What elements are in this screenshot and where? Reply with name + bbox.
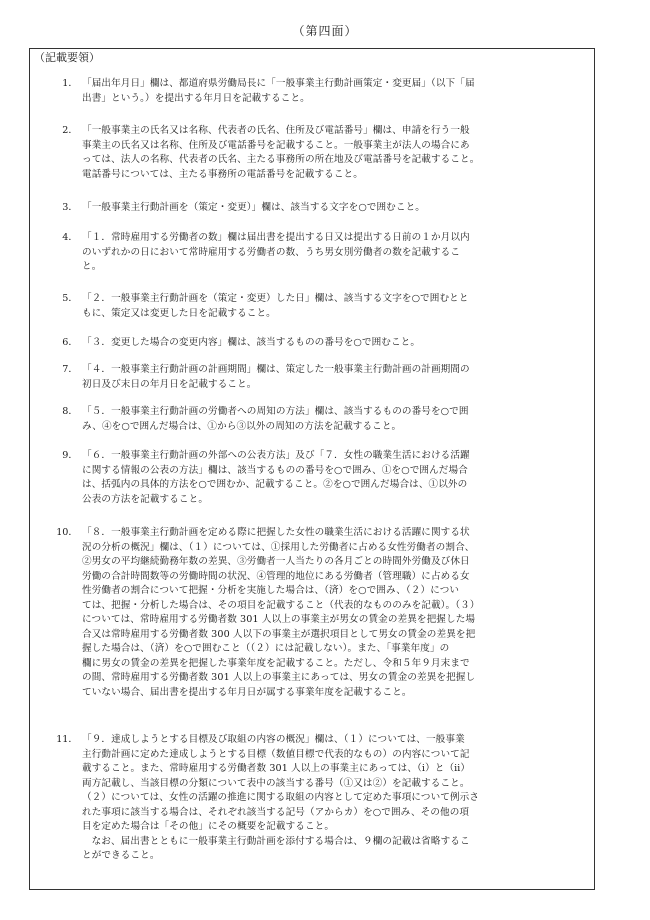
item-line: の間、常時雇用する労働者数 301 人以上の事業主にあっては、男女の賃金の差異を把握し [82, 672, 476, 683]
item-line: 初日及び末日の年月日を記載すること。 [82, 378, 257, 390]
item-line: み、④を○で囲んだ場合は、①から③以外の周知の方法を記載すること。 [82, 420, 402, 432]
item-line: （２）については、女性の活躍の推進に関する取組の内容として定めた事項について例示さ [82, 792, 480, 803]
item-line: 主行動計画に定めた達成しようとする目標（数値目標で代表的なもの）の内容について記 [82, 748, 470, 760]
item-number: 9． [62, 450, 78, 461]
item-line: 欄に男女の賃金の差異を把握した事業年度を記載すること。ただし、令和５年９月末まで [82, 657, 470, 669]
item-line: 性労働者の割合について把握・分析を実施した場合は、（済）を○で囲み、（２）につい [82, 585, 460, 596]
item-line: は、括弧内の具体的方法を○で囲むか、記載すること。②を○で囲んだ場合は、①以外の [82, 479, 468, 490]
item-line: ②男女の平均継続勤務年数の差異、③労働者一人当たりの各月ごとの時間外労働及び休日 [82, 556, 470, 567]
item-line: 「１．常時雇用する労働者の数」欄は届出書を提出する日又は提出する日前の１か月以内 [82, 232, 470, 243]
item-line: 「２．一般事業主行動計画を（策定・変更）した日」欄は、該当する文字を○で囲むとと [82, 293, 469, 304]
item-line: については、常時雇用する労働者数 301 人以上の事業主が男女の賃金の差異を把握した場 [82, 614, 476, 625]
item-line: 握した場合は、（済）を○で囲むこと（（２）には記載しない）。また、「事業年度」の [82, 643, 450, 654]
item-line: に関する情報の公表の方法」欄は、該当するものの番号を○で囲み、①を○で囲んだ場合 [82, 464, 468, 476]
item-line: 事業主の氏名又は名称、住所及び電話番号を記載すること。一般事業主が法人の場合にあ [82, 139, 470, 151]
note-line: とができること。 [82, 850, 160, 861]
item-line: 公表の方法を記載すること。 [82, 493, 209, 505]
item-text [82, 526, 584, 700]
item-number: 6． [62, 337, 78, 348]
item-number: 7． [62, 364, 78, 375]
item-text [82, 77, 584, 106]
item-text [82, 405, 584, 434]
item-line: ていない場合、届出書を提出する年月日が属する事業年度を記載すること。 [82, 686, 412, 698]
section-title: （記載要領） [34, 51, 100, 64]
item-line: 況の分析の概況」欄は、（１）については、①採用した労働者に占める女性労働者の割合、 [82, 541, 475, 553]
item-number: 10． [56, 527, 78, 538]
item-text [82, 231, 584, 275]
item-line: っては、法人の名称、代表者の氏名、主たる事務所の所在地及び電話番号を記載すること。 [82, 154, 480, 165]
item-number: 3． [62, 202, 78, 213]
item-line: 出書」という。）を提出する年月日を記載すること。 [82, 92, 310, 104]
item-line: と。 [82, 261, 102, 272]
item-text [82, 733, 584, 864]
item-line: 「５．一般事業主行動計画の労働者への周知の方法」欄は、該当するものの番号を○で囲 [82, 406, 469, 417]
item-number: 11． [56, 734, 78, 745]
item-line: 「届出年月日」欄は、都道府県労働局長に「一般事業主行動計画策定・変更届」（以下「届 [82, 78, 475, 89]
item-number: 5． [62, 293, 78, 304]
item-number: 4． [62, 232, 78, 243]
item-text [82, 336, 584, 351]
item-line: 「４．一般事業主行動計画の計画期間」欄は、策定した一般事業主行動計画の計画期間の [82, 364, 470, 375]
item-line: 「一般事業主行動計画を（策定・変更）」欄は、該当する文字を○で囲むこと。 [82, 202, 425, 213]
item-line: ては、把握・分析した場合は、その項目を記載すること（代表的なもののみを記載）。（３） [82, 599, 480, 611]
item-line: 「８．一般事業主行動計画を定める際に把握した女性の職業生活における活躍に関する状 [82, 527, 470, 538]
item-line: 載すること。また、常時雇用する労働者数 301 人以上の事業主にあっては、（ⅰ）と（ⅱ） [82, 763, 471, 774]
item-line: のいずれかの日において常時雇用する労働者の数、うち男女別労働者の数を記載するこ [82, 246, 461, 258]
item-text [82, 201, 584, 216]
item-number: 2． [62, 125, 78, 136]
item-line: 労働の合計時間数等の労働時間の状況、④管理的地位にある労働者（管理職）に占める女 [82, 570, 470, 582]
note-line: なお、届出書とともに一般事業主行動計画を添付する場合は、９欄の記載は省略するこ [91, 835, 470, 847]
item-line: 両方記載し、当該目標の分類について表中の該当する番号（①又は②）を記載すること。 [82, 777, 470, 789]
item-text [82, 124, 584, 182]
item-text [82, 449, 584, 507]
item-line: もに、策定又は変更した日を記載すること。 [82, 307, 276, 319]
item-text [82, 363, 584, 392]
item-line: 合又は常時雇用する労働者数 300 人以下の事業主が選択項目として男女の賃金の差異を把 [82, 628, 476, 640]
instructions-frame [29, 48, 595, 890]
item-line: 電話番号については、主たる事務所の電話番号を記載すること。 [82, 168, 363, 180]
item-number: 1． [62, 78, 78, 89]
item-line: 目を定めた場合は「その他」にその概要を記載すること。 [82, 821, 335, 832]
item-text [82, 292, 584, 321]
item-line: 「９．達成しようとする目標及び取組の内容の概況」欄は、（１）については、一般事業 [82, 734, 465, 745]
item-line: 「６．一般事業主行動計画の外部への公表方法」及び「７．女性の職業生活における活躍 [82, 450, 470, 461]
item-line: れた事項に該当する場合は、それぞれ該当する記号（アからカ）を○で囲み、その他の項 [82, 806, 470, 818]
item-line: 「３．変更した場合の変更内容」欄は、該当するものの番号を○で囲むこと。 [82, 337, 421, 348]
item-number: 8． [62, 406, 78, 417]
item-line: 「一般事業主の氏名又は名称、代表者の氏名、住所及び電話番号」欄は、申請を行う一般 [82, 125, 470, 136]
page-label: （第四面） [292, 24, 358, 38]
